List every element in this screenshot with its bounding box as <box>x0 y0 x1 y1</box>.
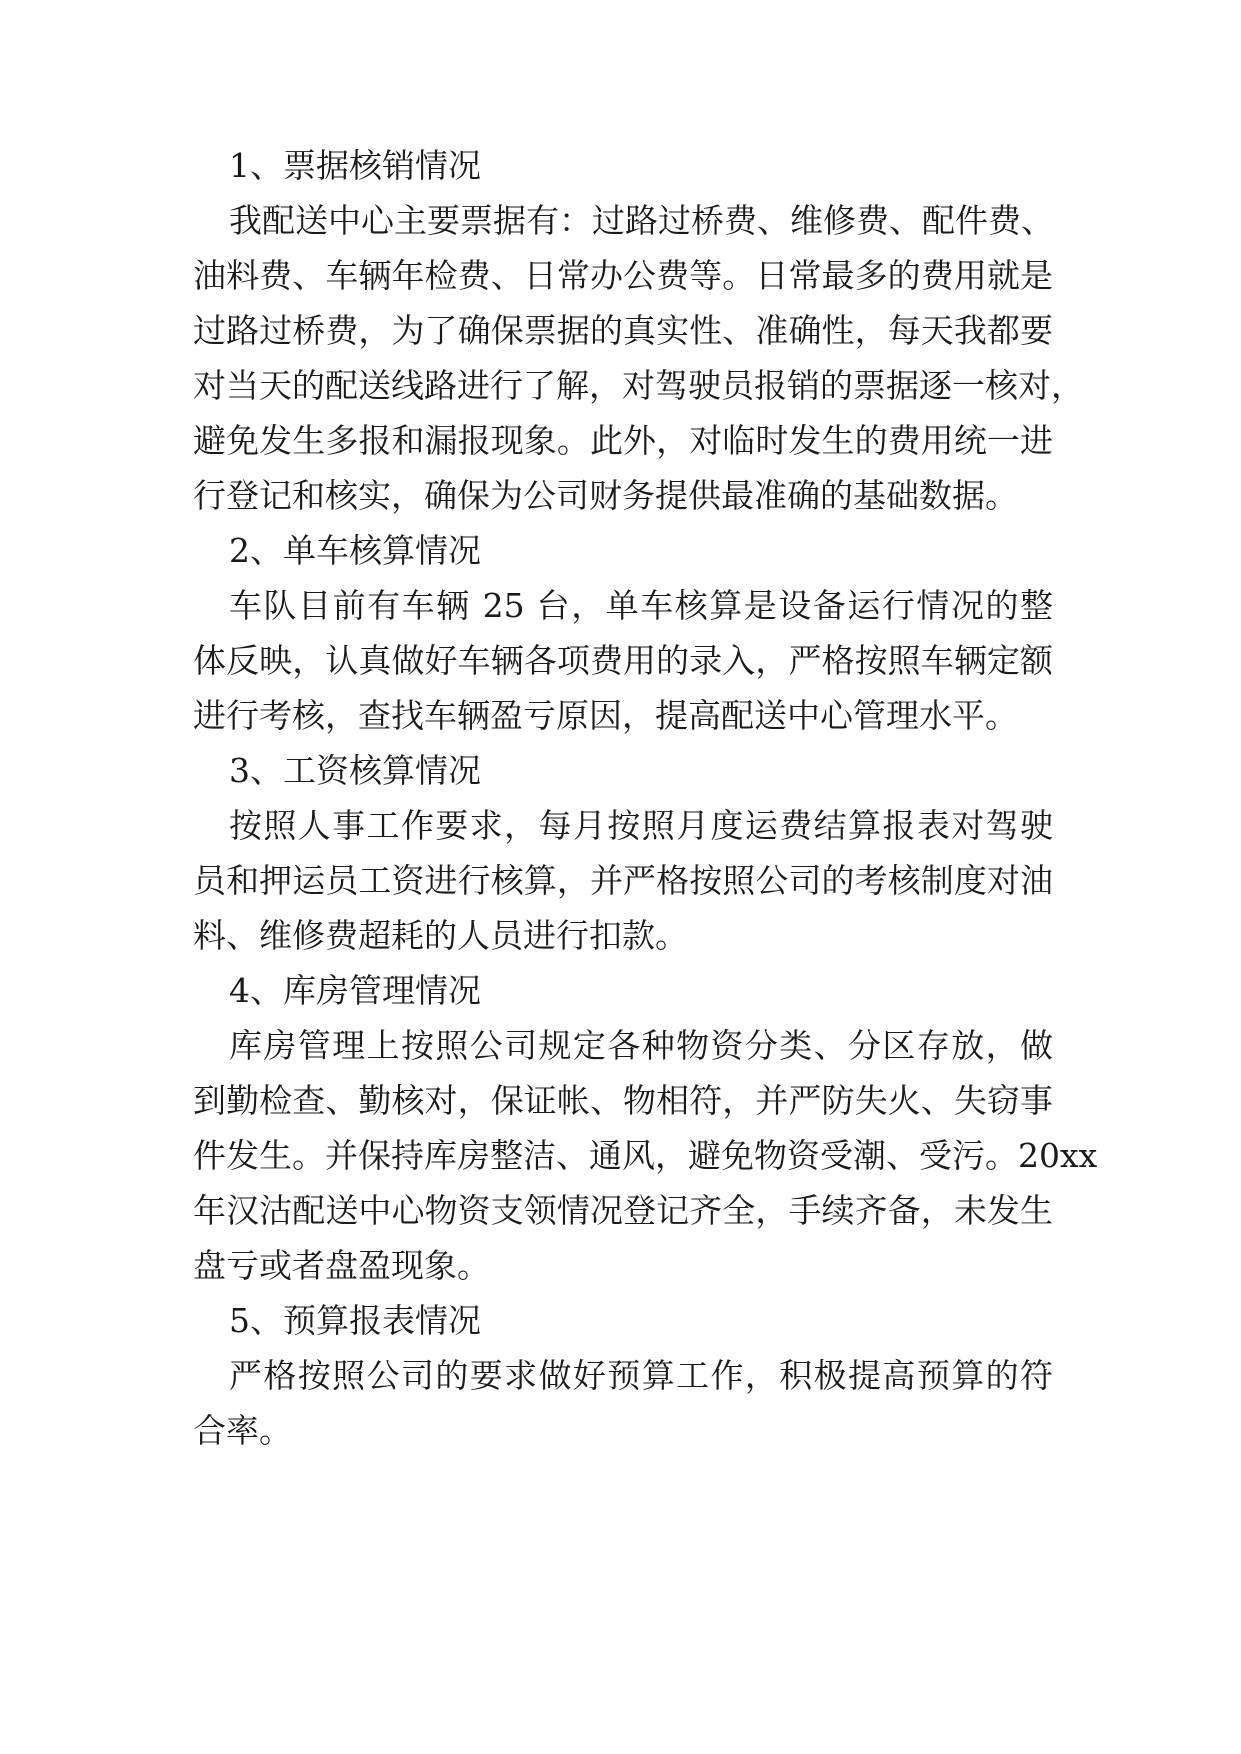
paragraph-line: 盘亏或者盘盈现象。 <box>193 1246 490 1285</box>
section-heading-2: 2、单车核算情况 <box>229 531 481 570</box>
paragraph-line: 油料费、车辆年检费、日常办公费等。日常最多的费用就是 <box>193 256 1053 295</box>
section-heading-3: 3、工资核算情况 <box>229 751 481 790</box>
paragraph-line: 料、维修费超耗的人员进行扣款。 <box>193 916 688 955</box>
paragraph-line: 体反映，认真做好车辆各项费用的录入，严格按照车辆定额 <box>193 641 1053 680</box>
paragraph-line: 避免发生多报和漏报现象。此外，对临时发生的费用统一进 <box>193 421 1053 460</box>
section-heading-1: 1、票据核销情况 <box>229 146 481 185</box>
paragraph-line: 到勤检查、勤核对，保证帐、物相符，并严防失火、失窃事 <box>193 1081 1053 1120</box>
paragraph-line: 过路过桥费，为了确保票据的真实性、准确性，每天我都要 <box>193 311 1053 350</box>
paragraph-line: 件发生。并保持库房整洁、通风，避免物资受潮、受污。20xx <box>193 1136 1098 1175</box>
paragraph-line: 严格按照公司的要求做好预算工作，积极提高预算的符 <box>229 1356 1053 1395</box>
paragraph-line: 库房管理上按照公司规定各种物资分类、分区存放，做 <box>229 1026 1053 1065</box>
paragraph-line: 车队目前有车辆 25 台，单车核算是设备运行情况的整 <box>229 586 1053 625</box>
section-heading-5: 5、预算报表情况 <box>229 1301 481 1340</box>
paragraph-line: 进行考核，查找车辆盈亏原因，提高配送中心管理水平。 <box>193 696 1018 735</box>
paragraph-line: 行登记和核实，确保为公司财务提供最准确的基础数据。 <box>193 476 1018 515</box>
paragraph-line: 按照人事工作要求，每月按照月度运费结算报表对驾驶 <box>229 806 1053 845</box>
section-heading-4: 4、库房管理情况 <box>229 971 481 1010</box>
paragraph-line: 我配送中心主要票据有：过路过桥费、维修费、配件费、 <box>229 201 1054 240</box>
paragraph-line: 对当天的配送线路进行了解，对驾驶员报销的票据逐一核对， <box>193 366 1084 405</box>
paragraph-line: 合率。 <box>193 1411 292 1450</box>
paragraph-line: 员和押运员工资进行核算，并严格按照公司的考核制度对油 <box>193 861 1053 900</box>
paragraph-line: 年汉沽配送中心物资支领情况登记齐全，手续齐备，未发生 <box>193 1191 1053 1230</box>
